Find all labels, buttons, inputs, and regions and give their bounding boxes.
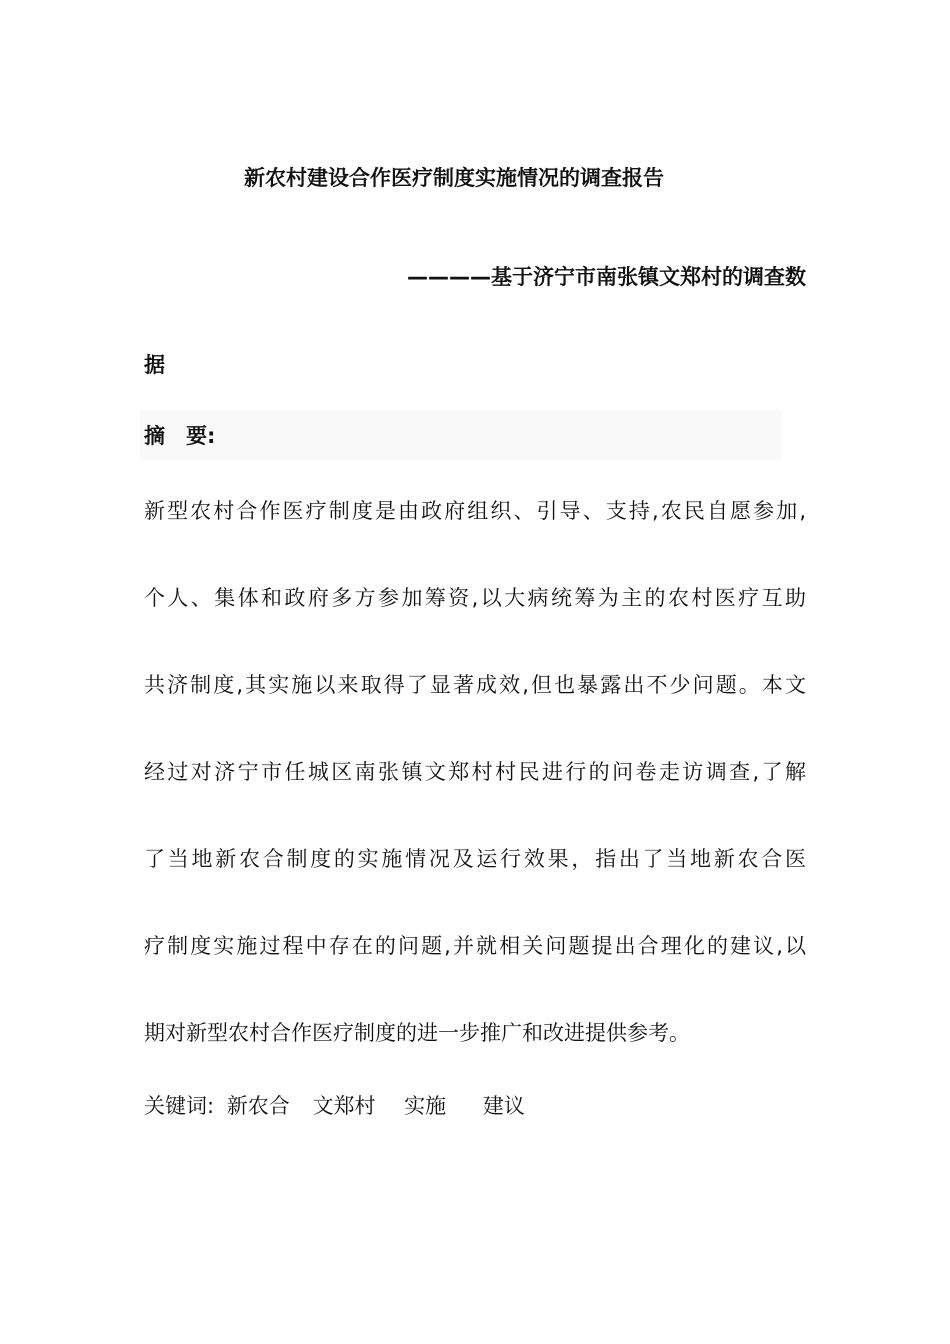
abstract-highlight-band — [140, 410, 782, 460]
keywords-row — [144, 1088, 525, 1124]
abstract-line: 经过对济宁市任城区南张镇文郑村村民进行的问卷走访调查,了解 — [144, 760, 806, 784]
abstract-line: 了当地新农合制度的实施情况及运行效果，指出了当地新农合医 — [144, 847, 806, 871]
keyword-item: 建议 — [482, 1094, 525, 1118]
abstract-label: 摘 要: — [144, 424, 216, 448]
document-title: 新农村建设合作医疗制度实施情况的调查报告 — [244, 166, 664, 190]
abstract-line: 共济制度,其实施以来取得了显著成效,但也暴露出不少问题。本文 — [144, 673, 806, 697]
abstract-line: 疗制度实施过程中存在的问题,并就相关问题提出合理化的建议,以 — [144, 934, 806, 958]
abstract-line: 期对新型农村合作医疗制度的进一步推广和改进提供参考。 — [144, 1021, 690, 1045]
keywords-label: 关键词: — [144, 1094, 215, 1118]
document-subtitle-continuation: 据 — [144, 353, 165, 377]
keyword-item: 新农合 — [226, 1094, 290, 1118]
keyword-item: 实施 — [404, 1094, 447, 1118]
keyword-item: 文郑村 — [312, 1094, 376, 1118]
abstract-line: 个人、集体和政府多方参加筹资,以大病统筹为主的农村医疗互助 — [144, 586, 806, 610]
abstract-line: 新型农村合作医疗制度是由政府组织、引导、支持,农民自愿参加, — [144, 499, 806, 523]
document-subtitle: ————基于济宁市南张镇文郑村的调查数 — [407, 265, 806, 289]
